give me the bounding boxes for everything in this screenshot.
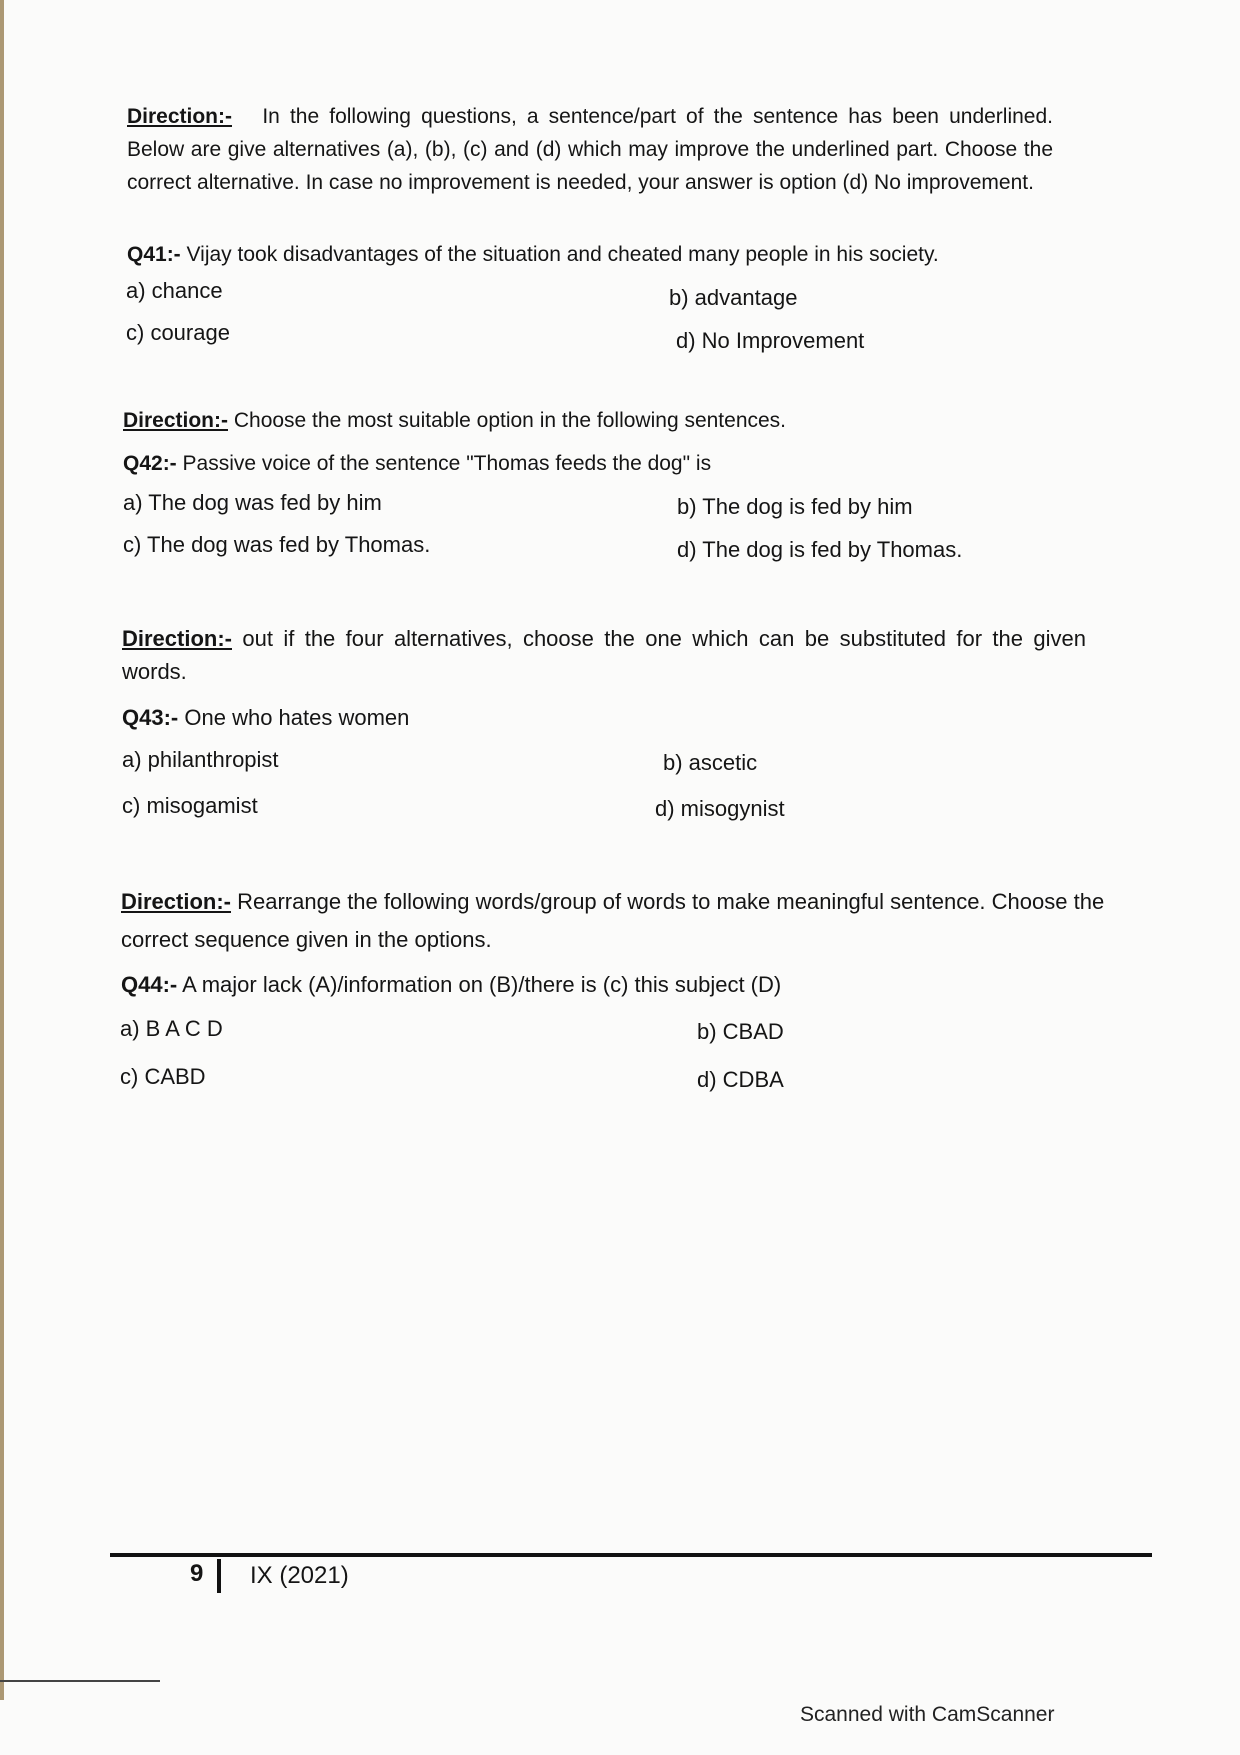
page-number: 9 [190,1560,204,1587]
option-b: b) advantage [669,285,798,310]
question-q42 [123,447,1063,480]
direction-q42 [123,404,1063,437]
question-label: Q43:- [122,705,179,730]
option-c: c) The dog was fed by Thomas. [123,532,431,557]
option-c: c) misogamist [122,793,258,818]
question-q43 [122,701,822,734]
direction-text: out if the four alternatives, choose the one which can be substituted for the given words. [122,626,1086,684]
question-text: A major lack (A)/information on (B)/there is (c) this subject (D) [182,972,782,997]
option-c: c) CABD [120,1064,206,1089]
option-b: b) The dog is fed by him [677,494,913,519]
option-b: b) ascetic [663,750,758,775]
question-q41 [127,238,1067,271]
direction-q44 [121,883,1105,959]
option-d: d) No Improvement [676,328,865,353]
question-q44 [121,968,1021,1001]
option-d: d) The dog is fed by Thomas. [677,537,963,562]
option-c: c) courage [126,320,230,345]
option-a: a) The dog was fed by him [123,490,382,515]
option-b: b) CBAD [697,1019,784,1044]
page-bottom-edge [0,1680,160,1682]
option-a: a) chance [126,278,223,303]
option-a: a) philanthropist [122,747,279,772]
question-text: One who hates women [184,705,410,730]
page-edge-shadow [0,0,4,1700]
question-text: Vijay took disadvantages of the situation and cheated many people in his society. [186,243,939,266]
option-d: d) misogynist [655,796,785,821]
footer-rule [110,1553,1152,1557]
direction-q41 [127,100,1053,199]
question-text: Passive voice of the sentence "Thomas feeds the dog" is [182,452,712,475]
option-d: d) CDBA [697,1067,784,1092]
direction-text: Choose the most suitable option in the following sentences. [233,409,787,432]
question-label: Q42:- [123,452,177,475]
direction-label: Direction:- [123,409,228,432]
exam-label: IX (2021) [250,1562,349,1589]
question-label: Q41:- [127,243,181,266]
question-label: Q44:- [121,972,178,997]
option-a: a) B A C D [120,1016,223,1041]
direction-text: In the following questions, a sentence/part of the sentence has been underlined. Below are give alternatives (a), (b), (c) and (d) which may improve the underlined part. Choose the correct alternative. In case no improvement is needed, your answer is option (d) No improvement. [127,105,1053,194]
direction-text: Rearrange the following words/group of words to make meaningful sentence. Choose the correct sequence given in the options. [121,889,1105,952]
direction-q43 [122,622,1086,688]
direction-label: Direction:- [121,889,231,914]
direction-label: Direction:- [122,626,232,651]
direction-label: Direction:- [127,105,232,128]
page-number-divider [217,1559,221,1593]
scanner-watermark: Scanned with CamScanner [800,1703,1055,1726]
